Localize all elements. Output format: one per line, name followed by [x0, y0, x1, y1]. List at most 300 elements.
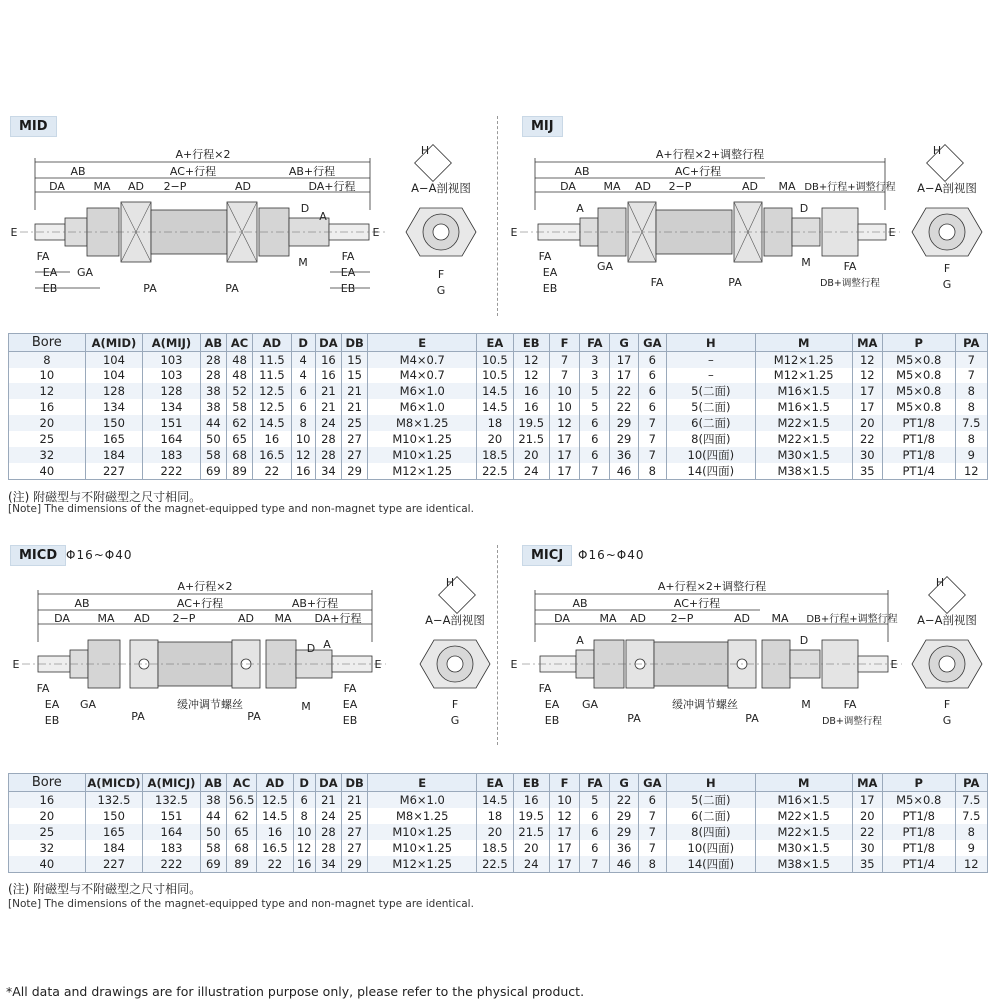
table-cell: 24 [513, 463, 549, 480]
table-cell: 22 [610, 383, 638, 399]
table-cell: 227 [85, 463, 143, 480]
section-title: A−A剖视图 [917, 613, 977, 627]
dim-fa-right: FA [343, 682, 357, 695]
table-cell: 20 [9, 415, 86, 431]
drawing-mij [500, 140, 1000, 300]
table-cell: 16 [9, 399, 86, 415]
table-cell: 9 [955, 447, 987, 463]
table-cell: 22 [852, 431, 882, 447]
table-cell: 16 [293, 856, 315, 873]
table-cell: M16×1.5 [755, 792, 852, 809]
table-cell: 29 [610, 824, 638, 840]
table-cell: 6(二面) [666, 415, 755, 431]
dim-e: E [10, 226, 18, 239]
table-header-cell: MA [852, 334, 882, 352]
table-cell: 222 [143, 856, 201, 873]
table-row [9, 415, 988, 431]
table-cell: 40 [9, 463, 86, 480]
table-cell: 12 [549, 808, 579, 824]
table-cell: PT1/8 [882, 824, 955, 840]
table-cell: 8 [638, 463, 666, 480]
table-cell: 7.5 [955, 792, 987, 809]
table-cell: 17 [549, 431, 579, 447]
dim-pa: PA [143, 282, 157, 295]
table-cell: 184 [85, 447, 143, 463]
table-cell: 28 [315, 824, 341, 840]
note-en-1: [Note] The dimensions of the magnet-equipped type and non-magnet type are identical. [8, 503, 474, 515]
table-cell: PT1/8 [882, 447, 955, 463]
table-cell: M10×1.25 [368, 447, 477, 463]
table-cell: 104 [85, 352, 143, 368]
dim-ad: AD [630, 612, 646, 625]
table-cell: 6 [638, 368, 666, 384]
table-cell: 164 [143, 824, 201, 840]
table-cell: 128 [85, 383, 143, 399]
dim-e-right: E [372, 226, 380, 239]
table-cell: 10 [549, 383, 579, 399]
table-cell: 7 [955, 368, 987, 384]
table-cell: 7 [549, 352, 579, 368]
table-cell: 28 [315, 840, 341, 856]
table-header-row [9, 774, 988, 792]
table-header-cell: DB [342, 774, 368, 792]
table-cell: 16 [257, 824, 293, 840]
section-range-micd: Φ16~Φ40 [66, 548, 133, 562]
dim-da: DA [49, 180, 65, 193]
dim-da-stroke: DA+行程 [314, 612, 362, 625]
dim-e: E [510, 658, 518, 671]
table-cell: 3 [580, 368, 610, 384]
table-cell: 27 [342, 824, 368, 840]
table-cell: 34 [315, 856, 341, 873]
table-cell: 21.5 [513, 431, 549, 447]
dim-d: D [799, 634, 809, 647]
table-cell: 28 [315, 431, 341, 447]
dim-a: A [323, 638, 331, 651]
dim-eb: EB [44, 714, 60, 727]
table-header-cell: D [291, 334, 315, 352]
table-cell: 14.5 [477, 383, 513, 399]
table-cell: 65 [226, 431, 252, 447]
dim-da: DA [54, 612, 70, 625]
table-cell: 12.5 [253, 399, 291, 415]
table-cell: 28 [200, 368, 226, 384]
table-cell: 44 [200, 808, 226, 824]
dim-eb-right: EB [340, 282, 356, 295]
table-header-cell: A(MID) [85, 334, 143, 352]
table-cell: 14.5 [477, 399, 513, 415]
table-cell: 50 [200, 431, 226, 447]
table-cell: 10.5 [477, 352, 513, 368]
table-cell: 151 [143, 808, 201, 824]
table-cell: 65 [226, 824, 256, 840]
dim-da-stroke: DA+行程 [308, 180, 356, 193]
table-cell: 19.5 [513, 808, 549, 824]
section-f: F [451, 698, 459, 711]
table-cell: 48 [226, 352, 252, 368]
table-header-cell: AD [257, 774, 293, 792]
table-cell: 27 [342, 431, 368, 447]
table-cell: 8 [9, 352, 86, 368]
table-cell: 134 [143, 399, 201, 415]
table-cell: 36 [610, 447, 638, 463]
table-cell: 17 [549, 824, 579, 840]
table-cell: 17 [852, 383, 882, 399]
table-header-cell: PA [955, 334, 987, 352]
table-cell: 28 [315, 447, 341, 463]
table-cell: 6 [638, 792, 666, 809]
table-cell: 16 [513, 792, 549, 809]
table-cell: 68 [226, 840, 256, 856]
table-cell: 17 [549, 856, 579, 873]
table-cell: 21 [342, 383, 368, 399]
table-header-cell: H [666, 334, 755, 352]
table-cell: 29 [610, 808, 638, 824]
table-header-cell: P [882, 774, 955, 792]
table-cell: PT1/8 [882, 415, 955, 431]
dim-pa-right: PA [247, 710, 261, 723]
table-cell: 25 [342, 415, 368, 431]
table-cell: 7 [638, 808, 666, 824]
table-header-cell: GA [638, 334, 666, 352]
section-range-micj: Φ16~Φ40 [578, 548, 645, 562]
table-cell: 6 [291, 383, 315, 399]
table-cell: 10 [549, 792, 579, 809]
table-cell: 22 [253, 463, 291, 480]
table-cell: 21 [315, 399, 341, 415]
table-row [9, 431, 988, 447]
table-cell: 36 [610, 840, 638, 856]
table-row [9, 368, 988, 384]
table-header-cell: EA [477, 334, 513, 352]
table-cell: 20 [477, 824, 513, 840]
dim-ab: AB [572, 597, 588, 610]
table-cell: 8 [955, 431, 987, 447]
table-cell: M5×0.8 [882, 792, 955, 809]
dim-p: 2−P [670, 612, 694, 625]
table-cell: 16 [253, 431, 291, 447]
table-cell: 6 [580, 431, 610, 447]
table-header-cell: AB [200, 334, 226, 352]
table-cell: 103 [143, 352, 201, 368]
table-cell: M12×1.25 [368, 463, 477, 480]
table-cell: 7 [955, 352, 987, 368]
table-cell: 58 [226, 399, 252, 415]
table-cell: M12×1.25 [368, 856, 477, 873]
table-cell: 7 [580, 463, 610, 480]
table-cell: M22×1.5 [755, 415, 852, 431]
spec-table-mid-mij [8, 333, 988, 480]
table-cell: 6 [580, 447, 610, 463]
table-cell: 20 [513, 840, 549, 856]
table-cell: 8(四面) [666, 824, 755, 840]
table-cell: 7 [638, 447, 666, 463]
dim-p: 2−P [668, 180, 692, 193]
dim-ad: AD [134, 612, 150, 625]
table-cell: 6 [638, 352, 666, 368]
dim-ma: MA [599, 612, 617, 625]
table-cell: 16.5 [257, 840, 293, 856]
dim-m: M [801, 698, 811, 711]
table-cell: 4 [291, 352, 315, 368]
table-cell: 28 [200, 352, 226, 368]
table-cell: 10 [293, 824, 315, 840]
table-cell: 27 [342, 840, 368, 856]
table-cell: 32 [9, 840, 86, 856]
table-cell: 14.5 [477, 792, 513, 809]
dim-pa: PA [728, 276, 742, 289]
dim-e: E [510, 226, 518, 239]
table-cell: 12 [291, 447, 315, 463]
table-cell: 12 [293, 840, 315, 856]
table-cell: 62 [226, 808, 256, 824]
table-cell: 6 [580, 840, 610, 856]
table-cell: 19.5 [513, 415, 549, 431]
table-cell: 17 [610, 352, 638, 368]
dim-cushion-screw: 缓冲调节螺丝 [177, 698, 243, 711]
dim-db: DB+行程+调整行程 [806, 614, 898, 625]
dim-m: M [301, 700, 311, 713]
section-title-micd: MICD [10, 545, 66, 566]
table-cell: M22×1.5 [755, 824, 852, 840]
table-cell: 7 [638, 415, 666, 431]
dim-ea: EA [44, 698, 60, 711]
table-cell: 227 [85, 856, 143, 873]
dim-ga: GA [79, 698, 97, 711]
dim-ea: EA [542, 266, 558, 279]
table-cell: M5×0.8 [882, 368, 955, 384]
table-cell: 6 [291, 399, 315, 415]
table-cell: 8 [955, 399, 987, 415]
dim-fa: FA [36, 250, 50, 263]
table-cell: 10 [549, 399, 579, 415]
table-cell: M16×1.5 [755, 399, 852, 415]
table-header-cell: F [549, 774, 579, 792]
table-cell: 22 [610, 399, 638, 415]
table-cell: 165 [85, 431, 143, 447]
table-cell: 24 [315, 808, 341, 824]
table-cell: M22×1.5 [755, 808, 852, 824]
table-header-cell: FA [580, 774, 610, 792]
table-cell: 21 [315, 792, 341, 809]
dim-d: D [300, 202, 310, 215]
table-cell: 12 [549, 415, 579, 431]
dim-eb-right: EB [342, 714, 358, 727]
section-h: H [420, 144, 430, 157]
table-header-cell: MA [852, 774, 882, 792]
table-cell: 20 [852, 415, 882, 431]
table-header-cell: FA [580, 334, 610, 352]
dim-ea: EA [42, 266, 58, 279]
dim-fa: FA [538, 682, 552, 695]
table-header-cell: F [549, 334, 579, 352]
table-row [9, 840, 988, 856]
table-cell: 16.5 [253, 447, 291, 463]
table-cell: 52 [226, 383, 252, 399]
table-cell: 5(二面) [666, 792, 755, 809]
table-cell: 15 [342, 352, 368, 368]
table-cell: 6 [580, 808, 610, 824]
dim-ab-stroke: AB+行程 [288, 165, 336, 178]
table-header-cell: E [368, 334, 477, 352]
dim-ma-right: MA [778, 180, 796, 193]
table-cell: 222 [143, 463, 201, 480]
table-cell: 18 [477, 808, 513, 824]
drawing-mid [0, 140, 500, 300]
table-cell: 11.5 [253, 368, 291, 384]
dim-pa-right: PA [225, 282, 239, 295]
dim-e-right: E [374, 658, 382, 671]
table-cell: 20 [477, 431, 513, 447]
dim-overall: A+行程×2 [175, 148, 231, 161]
table-cell: PT1/4 [882, 463, 955, 480]
table-cell: 12.5 [257, 792, 293, 809]
table-cell: 17 [852, 399, 882, 415]
table-cell: PT1/8 [882, 840, 955, 856]
dim-ea-right: EA [342, 698, 358, 711]
table-header-cell: AB [200, 774, 226, 792]
table-cell: 30 [852, 840, 882, 856]
dim-overall: A+行程×2+调整行程 [655, 148, 765, 161]
table-cell: 20 [513, 447, 549, 463]
table-cell: 5(二面) [666, 399, 755, 415]
table-cell: M22×1.5 [755, 431, 852, 447]
table-cell: 24 [315, 415, 341, 431]
table-cell: M30×1.5 [755, 840, 852, 856]
section-g: G [942, 278, 952, 291]
dim-db-adjust: DB+调整行程 [822, 716, 882, 727]
dim-ab-stroke: AB+行程 [291, 597, 339, 610]
dim-eb: EB [542, 282, 558, 295]
table-cell: 32 [9, 447, 86, 463]
section-h: H [935, 576, 945, 589]
table-cell: 22 [610, 792, 638, 809]
dim-ac: AC+行程 [673, 597, 721, 610]
note-cn-2: (注) 附磁型与不附磁型之尺寸相同。 [8, 882, 202, 896]
table-cell: 21.5 [513, 824, 549, 840]
table-cell: 29 [610, 431, 638, 447]
section-title: A−A剖视图 [425, 613, 485, 627]
section-title-micj: MICJ [522, 545, 572, 566]
table-cell: 6 [293, 792, 315, 809]
dim-ea: EA [544, 698, 560, 711]
table-cell: 3 [580, 352, 610, 368]
table-header-cell: D [293, 774, 315, 792]
table-cell: 103 [143, 368, 201, 384]
table-cell: 7 [549, 368, 579, 384]
table-cell: 46 [610, 463, 638, 480]
table-cell: M6×1.0 [368, 399, 477, 415]
table-row [9, 824, 988, 840]
dim-ma: MA [603, 180, 621, 193]
table-row [9, 808, 988, 824]
table-cell: 16 [513, 383, 549, 399]
table-cell: 27 [342, 447, 368, 463]
dim-ab: AB [74, 597, 90, 610]
table-header-cell: EA [477, 774, 513, 792]
table-cell: 151 [143, 415, 201, 431]
table-cell: 7.5 [955, 415, 987, 431]
table-cell: 25 [342, 808, 368, 824]
table-cell: 24 [513, 856, 549, 873]
section-title: A−A剖视图 [917, 181, 977, 195]
dim-m: M [298, 256, 308, 269]
note-en-2: [Note] The dimensions of the magnet-equipped type and non-magnet type are identical. [8, 898, 474, 910]
dim-ga: GA [76, 266, 94, 279]
table-cell: 40 [9, 856, 86, 873]
table-cell: 132.5 [143, 792, 201, 809]
table-row [9, 352, 988, 368]
table-cell: 50 [200, 824, 226, 840]
table-row [9, 463, 988, 480]
table-header-cell: GA [638, 774, 666, 792]
table-header-cell: A(MICD) [85, 774, 143, 792]
table-cell: 12 [9, 383, 86, 399]
table-row [9, 447, 988, 463]
table-cell: – [666, 352, 755, 368]
table-cell: 14.5 [253, 415, 291, 431]
drawing-micj [500, 572, 1000, 732]
table-cell: 69 [200, 463, 226, 480]
table-cell: PT1/8 [882, 808, 955, 824]
dim-pa: PA [627, 712, 641, 725]
table-cell: PT1/4 [882, 856, 955, 873]
dim-d: D [799, 202, 809, 215]
table-cell: M38×1.5 [755, 856, 852, 873]
table-cell: M10×1.25 [368, 431, 477, 447]
dim-a: A [319, 210, 327, 223]
table-cell: 7 [638, 431, 666, 447]
table-cell: 46 [610, 856, 638, 873]
table-cell: M8×1.25 [368, 808, 477, 824]
table-cell: 17 [549, 463, 579, 480]
table-header-cell: AC [226, 334, 252, 352]
table-cell: 8 [293, 808, 315, 824]
dim-ad-right: AD [734, 612, 750, 625]
table-cell: 5(二面) [666, 383, 755, 399]
table-cell: 16 [9, 792, 86, 809]
table-cell: 183 [143, 447, 201, 463]
table-cell: 38 [200, 792, 226, 809]
table-cell: 35 [852, 856, 882, 873]
table-cell: 21 [342, 792, 368, 809]
dim-ad-right: AD [235, 180, 251, 193]
dim-ac: AC+行程 [169, 165, 217, 178]
table-cell: 48 [226, 368, 252, 384]
table-cell: 9 [955, 840, 987, 856]
table-header-cell: AD [253, 334, 291, 352]
table-cell: 7 [638, 840, 666, 856]
table-header-cell: AC [226, 774, 256, 792]
table-cell: 8(四面) [666, 431, 755, 447]
table-cell: 6(二面) [666, 808, 755, 824]
table-cell: 165 [85, 824, 143, 840]
table-header-cell: DA [315, 334, 341, 352]
section-title-mid: MID [10, 116, 57, 137]
dim-fa-right: FA [843, 260, 857, 273]
table-cell: M5×0.8 [882, 399, 955, 415]
dim-ac: AC+行程 [176, 597, 224, 610]
table-cell: 8 [955, 383, 987, 399]
table-cell: 20 [9, 808, 86, 824]
dim-fa-right: FA [341, 250, 355, 263]
section-h: H [445, 576, 455, 589]
table-cell: 10 [9, 368, 86, 384]
table-cell: 12 [852, 352, 882, 368]
table-cell: 150 [85, 415, 143, 431]
table-cell: 12.5 [253, 383, 291, 399]
table-cell: 12 [955, 856, 987, 873]
